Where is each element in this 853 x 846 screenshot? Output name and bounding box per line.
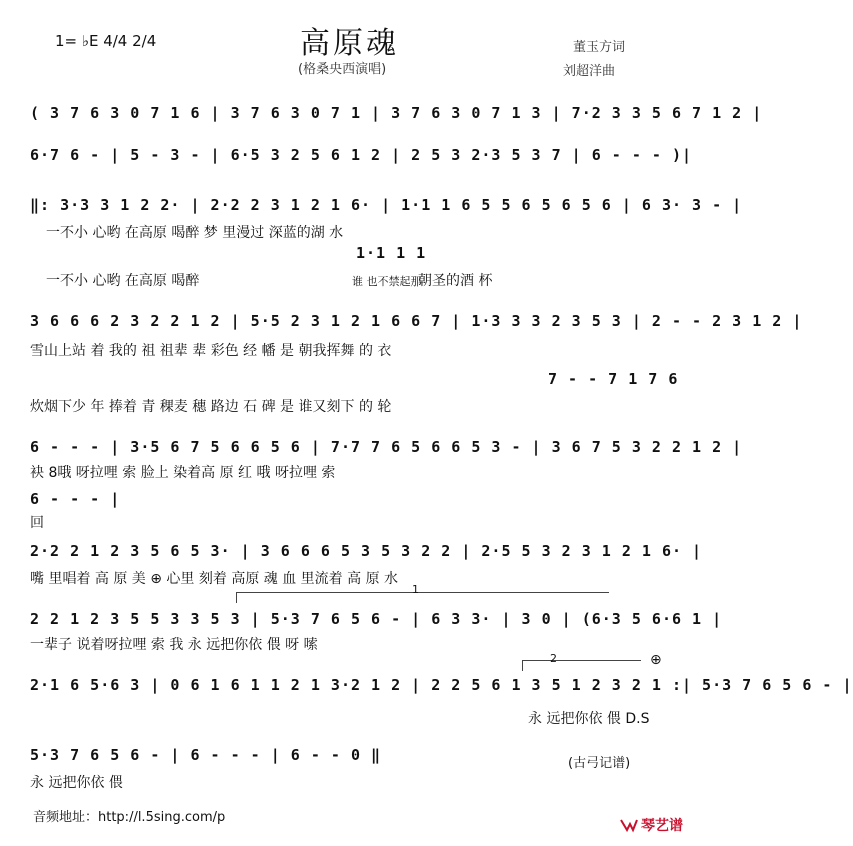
coda-icon: ⊕ xyxy=(650,652,662,668)
score-line-3: ‖: 3·3 3 1 2 2· | 2·2 2 3 1 2 1 6· | 1·1 1 6 5 5 6 5 6 5 6 | 6 3· 3 - | xyxy=(30,196,743,214)
score-line-5b: 6 - - - | xyxy=(30,490,121,508)
lyric-line-4a: 雪山上站 着 我的 祖 祖辈 辈 彩色 经 幡 是 朝我挥舞 的 衣 xyxy=(30,343,392,359)
logo-icon xyxy=(620,818,638,832)
composer-credit: 刘超洋曲 xyxy=(563,64,616,79)
lyric-line-7: 一辈子 说着呀拉哩 索 我 永 远把你依 偎 呀 嗦 xyxy=(30,637,318,653)
song-title: 高原魂 xyxy=(300,26,399,61)
score-line-6: 2·2 2 1 2 3 5 6 5 3· | 3 6 6 6 5 3 5 3 2 2 | 2·5 5 3 2 3 1 2 1 6· | xyxy=(30,542,703,560)
lyric-line-5: 袂 8哦 呀拉哩 索 脸上 染着高 原 红 哦 呀拉哩 索 xyxy=(30,465,336,481)
score-alt-ending: 7 - - 7 1 7 6 xyxy=(548,370,679,388)
score-line-1: ( 3 7 6 3 0 7 1 6 | 3 7 6 3 0 7 1 | 3 7 6 3 0 7 1 3 | 7·2 3 3 5 6 7 1 2 | xyxy=(30,104,763,122)
lyric-line-8: 永 远把你依 偎 D.S xyxy=(528,711,650,727)
lyric-line-3b-end: 朝圣的酒 杯 xyxy=(418,273,493,289)
score-alt-phrase: 1·1 1 1 xyxy=(356,244,427,262)
volta-bracket-1 xyxy=(236,592,609,603)
score-line-4: 3 6 6 6 2 3 2 2 1 2 | 5·5 2 3 1 2 1 6 6 7 | 1·3 3 3 2 3 5 3 | 2 - - 2 3 1 2 | xyxy=(30,312,803,330)
score-line-8: 2·1 6 5·6 3 | 0 6 1 6 1 1 2 1 3·2 1 2 | 2 2 5 6 1 3 5 1 2 3 2 1 :| 5·3 7 6 5 6 - | xyxy=(30,676,853,694)
score-line-7: 2 2 1 2 3 5 5 3 3 5 3 | 5·3 7 6 5 6 - | 6 3 3· | 3 0 | (6·3 5 6·6 1 | xyxy=(30,610,723,628)
score-line-9: 5·3 7 6 5 6 - | 6 - - - | 6 - - 0 ‖ xyxy=(30,746,382,764)
lyric-line-3b-small: 谁 也不禁起那 xyxy=(352,275,422,288)
lyricist-credit: 董玉方词 xyxy=(573,40,626,55)
site-logo-text: 琴艺谱 xyxy=(641,818,683,834)
lyric-line-3b: 一不小 心哟 在高原 喝醉 xyxy=(46,273,200,289)
score-line-2: 6·7 6 - | 5 - 3 - | 6·5 3 2 5 6 1 2 | 2 5 3 2·3 5 3 7 | 6 - - - )| xyxy=(30,146,693,164)
lyric-line-5b: 回 xyxy=(30,515,44,531)
volta-label-2: 2 xyxy=(550,652,557,665)
site-logo xyxy=(620,815,683,835)
lyric-line-6: 嘴 里唱着 高 原 美 ⊕ 心里 刻着 高原 魂 血 里流着 高 原 水 xyxy=(30,571,399,587)
key-signature: 1= ♭E 4/4 2/4 xyxy=(55,32,157,50)
audio-link[interactable]: 音频地址：http://l.5sing.com/p xyxy=(33,810,226,825)
singer-credit: (格桑央西演唱) xyxy=(298,62,387,77)
notation-credit: (古弓记谱) xyxy=(568,756,631,771)
lyric-line-3a: 一不小 心哟 在高原 喝醉 梦 里漫过 深蓝的湖 水 xyxy=(46,225,344,241)
volta-bracket-2 xyxy=(522,660,641,671)
score-line-5: 6 - - - | 3·5 6 7 5 6 6 5 6 | 7·7 7 6 5 6 6 5 3 - | 3 6 7 5 3 2 2 1 2 | xyxy=(30,438,743,456)
volta-label-1: 1 xyxy=(412,583,419,596)
lyric-line-9: 永 远把你依 偎 xyxy=(30,775,123,791)
lyric-line-4b: 炊烟下少 年 捧着 青 稞麦 穗 路边 石 碑 是 谁又刻下 的 轮 xyxy=(30,399,392,415)
